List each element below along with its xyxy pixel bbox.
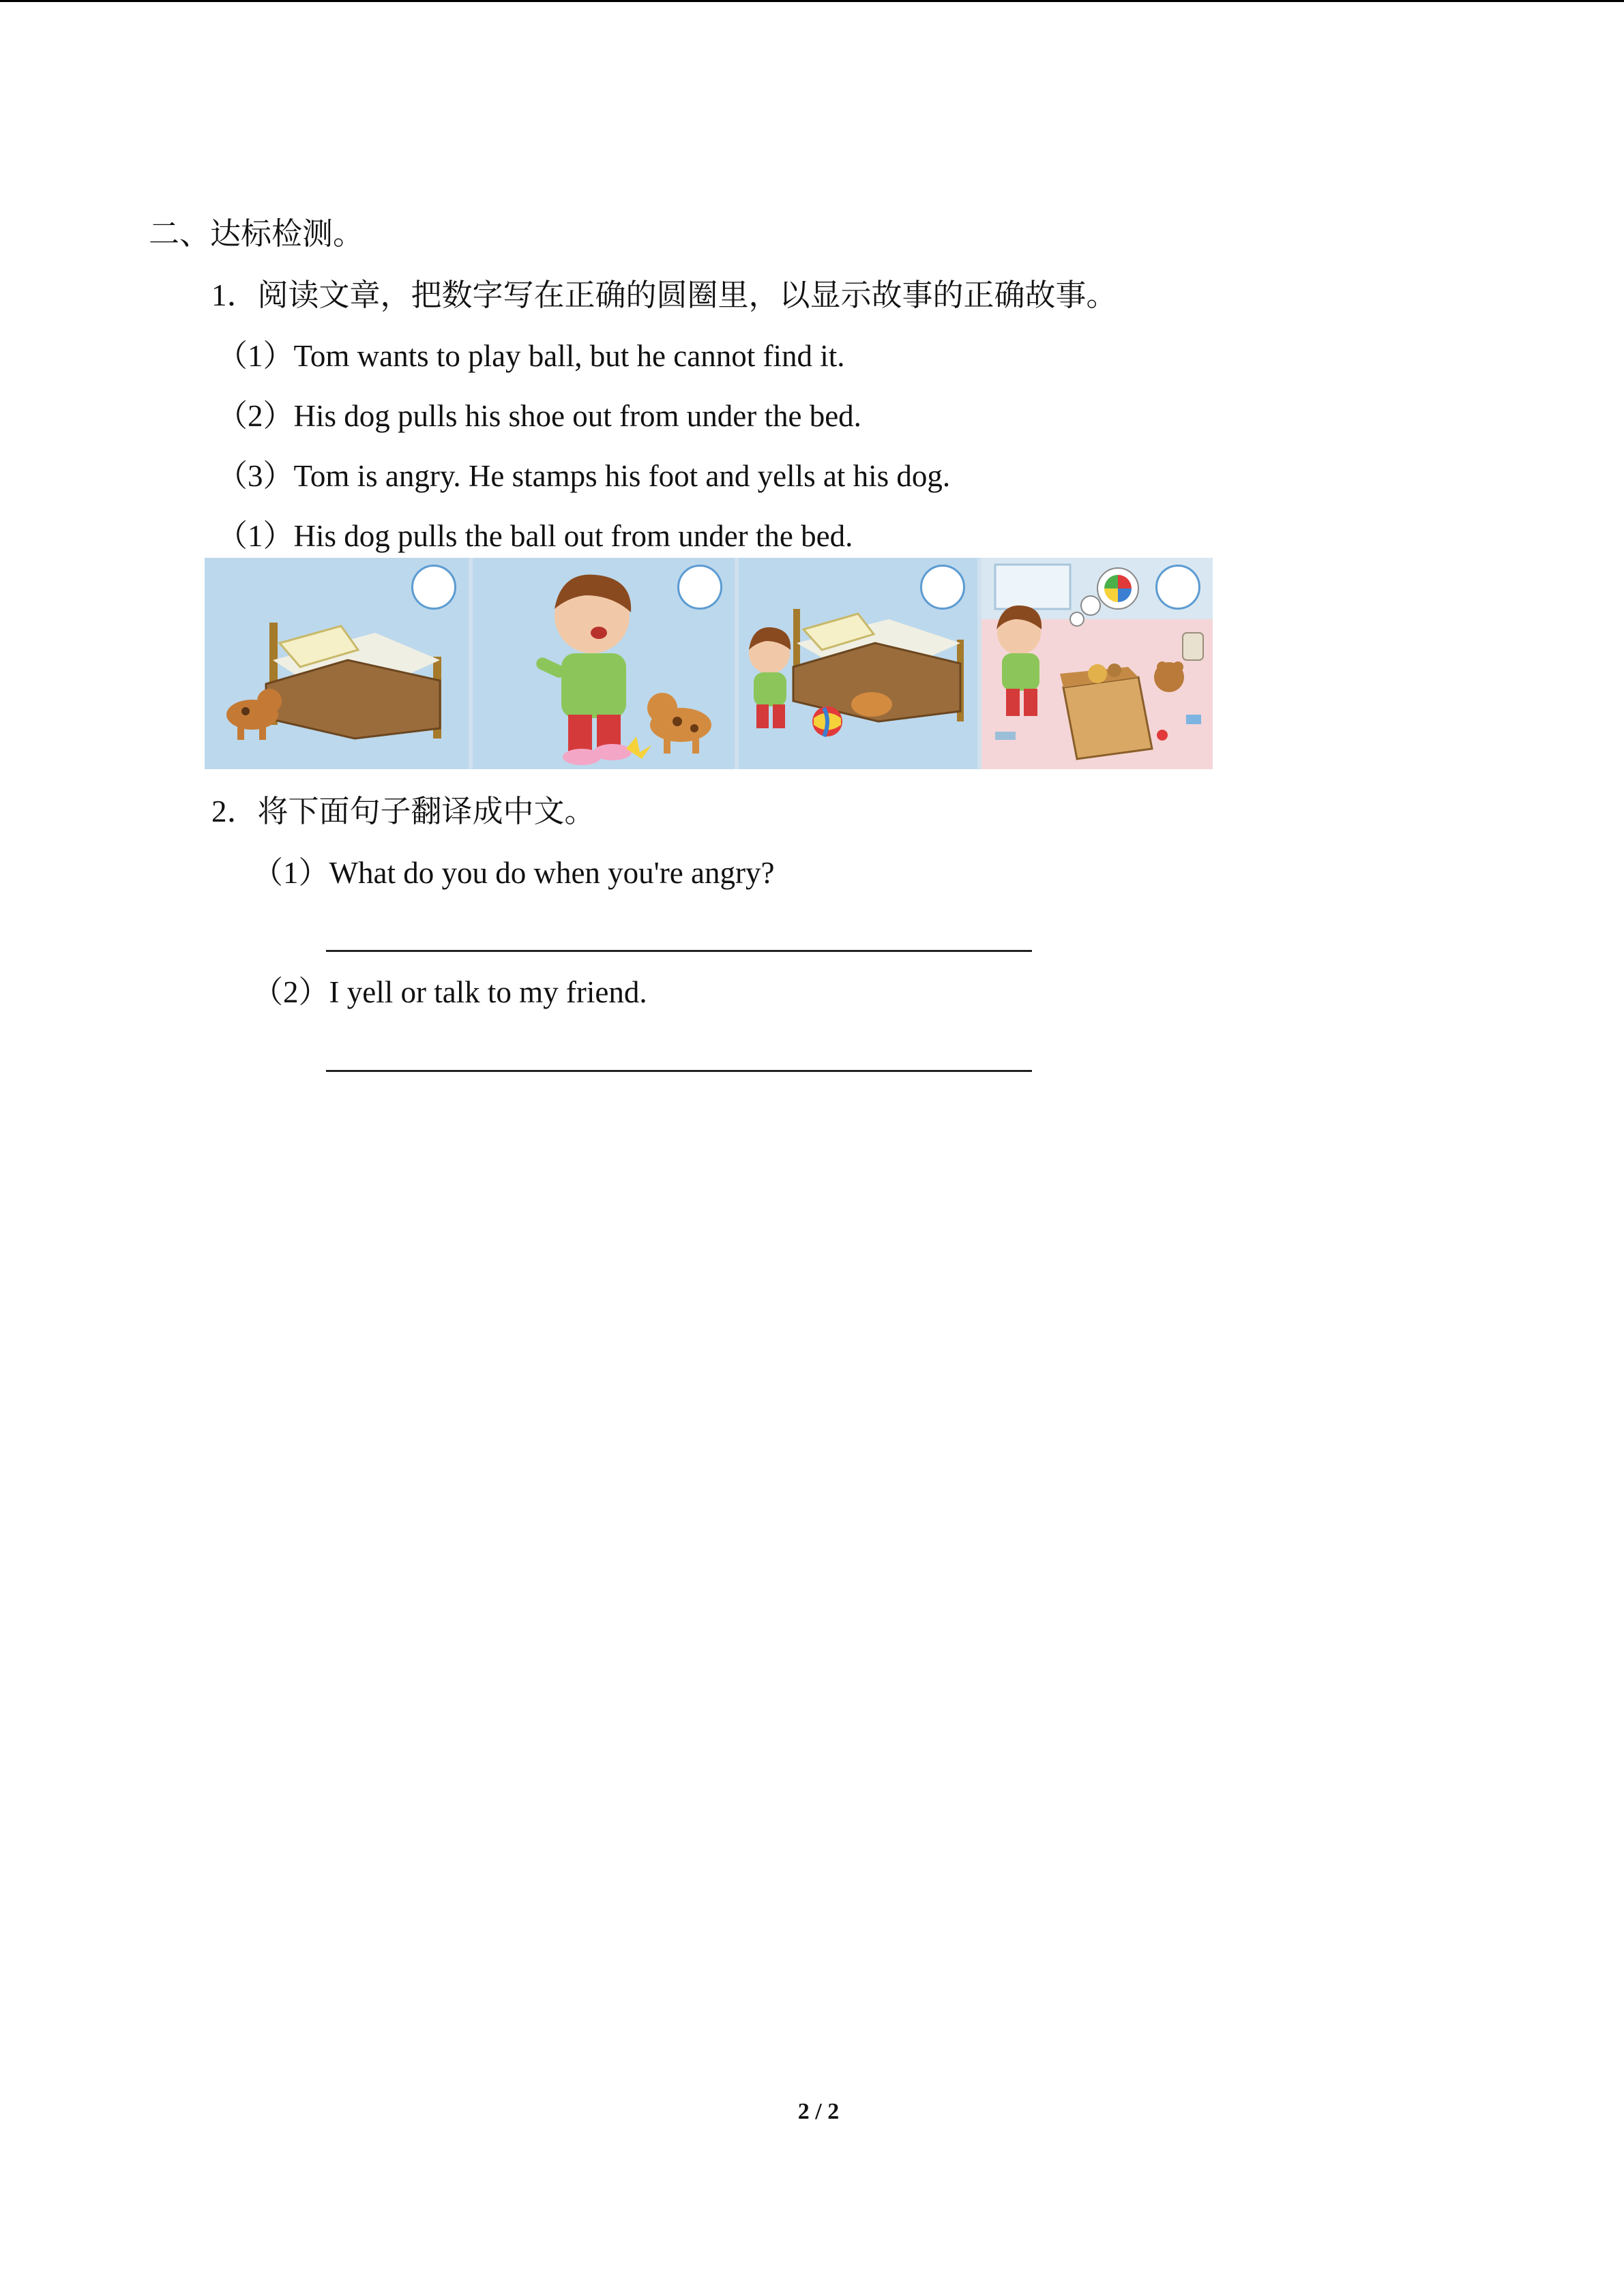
translation-answer-line-2[interactable] (326, 1070, 1032, 1072)
story-sentence-1: （1）Tom wants to play ball, but he cannot find it. (217, 339, 845, 373)
story-panel-4 (977, 558, 1213, 769)
story-panel-2 (469, 558, 735, 769)
translation-answer-line-1[interactable] (326, 950, 1032, 952)
order-answer-circle-2[interactable] (677, 565, 722, 610)
story-picture-strip (205, 558, 1213, 769)
story-panel-3 (735, 558, 977, 769)
translation-sentence-2: （2）I yell or talk to my friend. (252, 975, 647, 1009)
question-2-instruction: 2．将下面句子翻译成中文。 (211, 794, 595, 829)
order-answer-circle-3[interactable] (920, 565, 965, 610)
question-1-instruction: 1．阅读文章，把数字写在正确的圆圈里，以显示故事的正确故事。 (211, 278, 1117, 312)
order-answer-circle-1[interactable] (411, 565, 456, 610)
story-panel-1 (205, 558, 469, 769)
story-sentence-3: （3）Tom is angry. He stamps his foot and yells at his dog. (217, 459, 951, 493)
translation-sentence-1: （1）What do you do when you're angry? (252, 856, 775, 890)
page-top-border (0, 0, 1624, 2)
order-answer-circle-4[interactable] (1155, 565, 1200, 610)
story-sentence-2: （2）His dog pulls his shoe out from under the bed. (217, 399, 861, 433)
story-sentence-4: （1）His dog pulls the ball out from under the bed. (217, 519, 853, 553)
section-heading: 二、达标检测。 (149, 217, 364, 251)
page-number: 2 / 2 (797, 2099, 840, 2124)
